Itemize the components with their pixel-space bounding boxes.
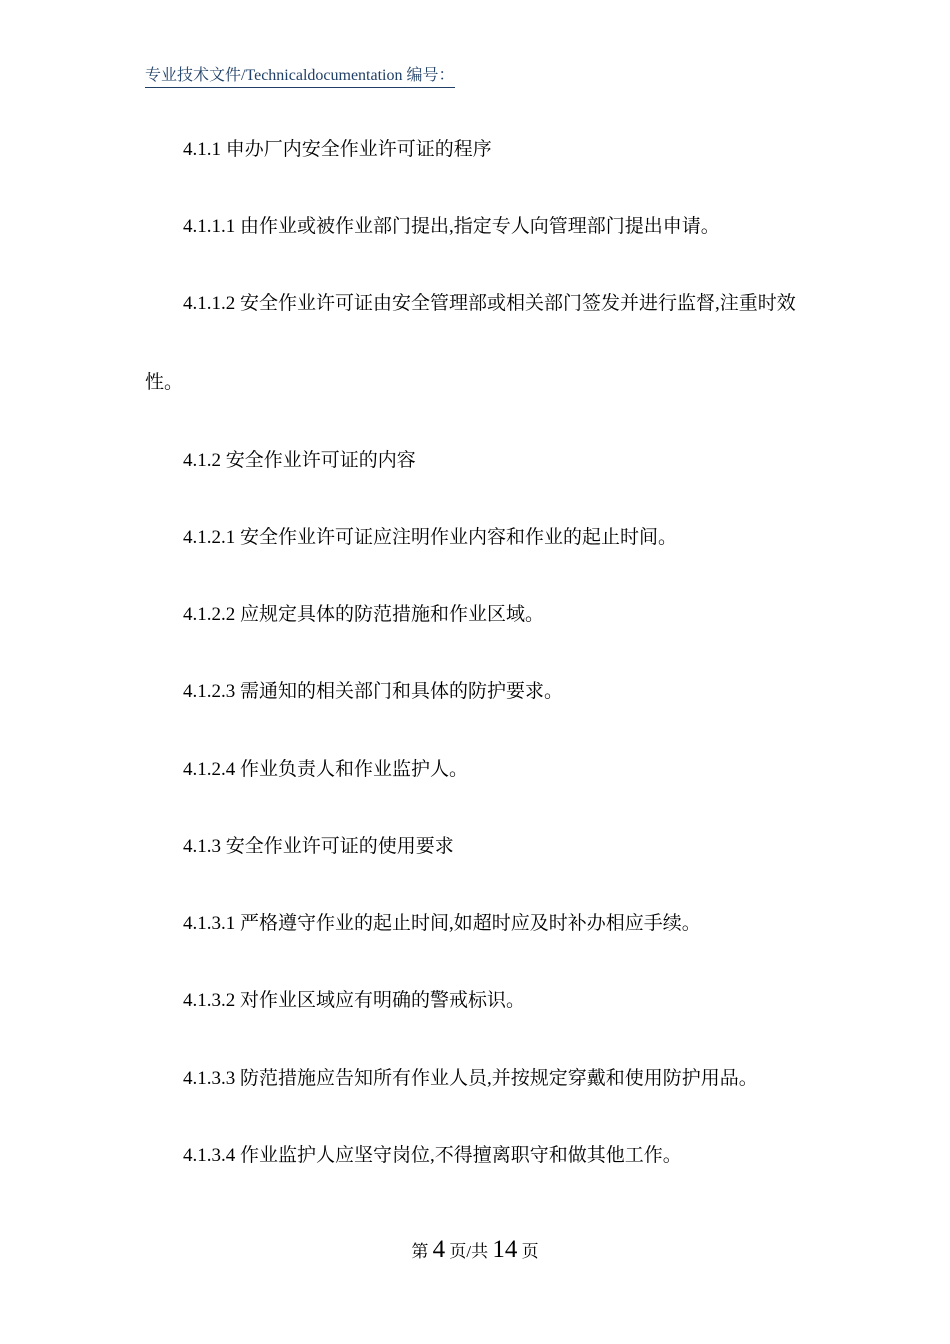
footer-middle: 页/共 xyxy=(445,1242,493,1261)
footer-prefix: 第 xyxy=(411,1242,433,1261)
paragraph-4-1-1-2: 4.1.1.2 安全作业许可证由安全管理部或相关部门签发并进行监督,注重时效 xyxy=(183,293,796,314)
paragraph-4-1-2-4: 4.1.2.4 作业负责人和作业监护人。 xyxy=(183,759,469,780)
paragraph-4-1-3-1: 4.1.3.1 严格遵守作业的起止时间,如超时应及时补办相应手续。 xyxy=(183,913,701,934)
paragraph-4-1-2-1: 4.1.2.1 安全作业许可证应注明作业内容和作业的起止时间。 xyxy=(183,527,678,548)
paragraph-4-1-1-2-continued: 性。 xyxy=(145,372,184,393)
paragraph-4-1-3-3: 4.1.3.3 防范措施应告知所有作业人员,并按规定穿戴和使用防护用品。 xyxy=(183,1068,758,1089)
total-page-number: 14 xyxy=(492,1236,518,1263)
paragraph-4-1-2-2: 4.1.2.2 应规定具体的防范措施和作业区域。 xyxy=(183,604,545,625)
paragraph-4-1-3-4: 4.1.3.4 作业监护人应坚守岗位,不得擅离职守和做其他工作。 xyxy=(183,1145,682,1166)
page-footer xyxy=(0,1236,950,1264)
document-header: 专业技术文件/Technicaldocumentation 编号： xyxy=(145,66,455,88)
section-heading-4-1-2: 4.1.2 安全作业许可证的内容 xyxy=(183,450,416,471)
paragraph-4-1-2-3: 4.1.2.3 需通知的相关部门和具体的防护要求。 xyxy=(183,681,564,702)
footer-suffix: 页 xyxy=(517,1242,539,1261)
section-heading-4-1-1: 4.1.1 申办厂内安全作业许可证的程序 xyxy=(183,139,492,160)
current-page-number: 4 xyxy=(432,1236,446,1263)
paragraph-4-1-3-2: 4.1.3.2 对作业区域应有明确的警戒标识。 xyxy=(183,990,526,1011)
section-heading-4-1-3: 4.1.3 安全作业许可证的使用要求 xyxy=(183,836,454,857)
paragraph-4-1-1-1: 4.1.1.1 由作业或被作业部门提出,指定专人向管理部门提出申请。 xyxy=(183,216,720,237)
